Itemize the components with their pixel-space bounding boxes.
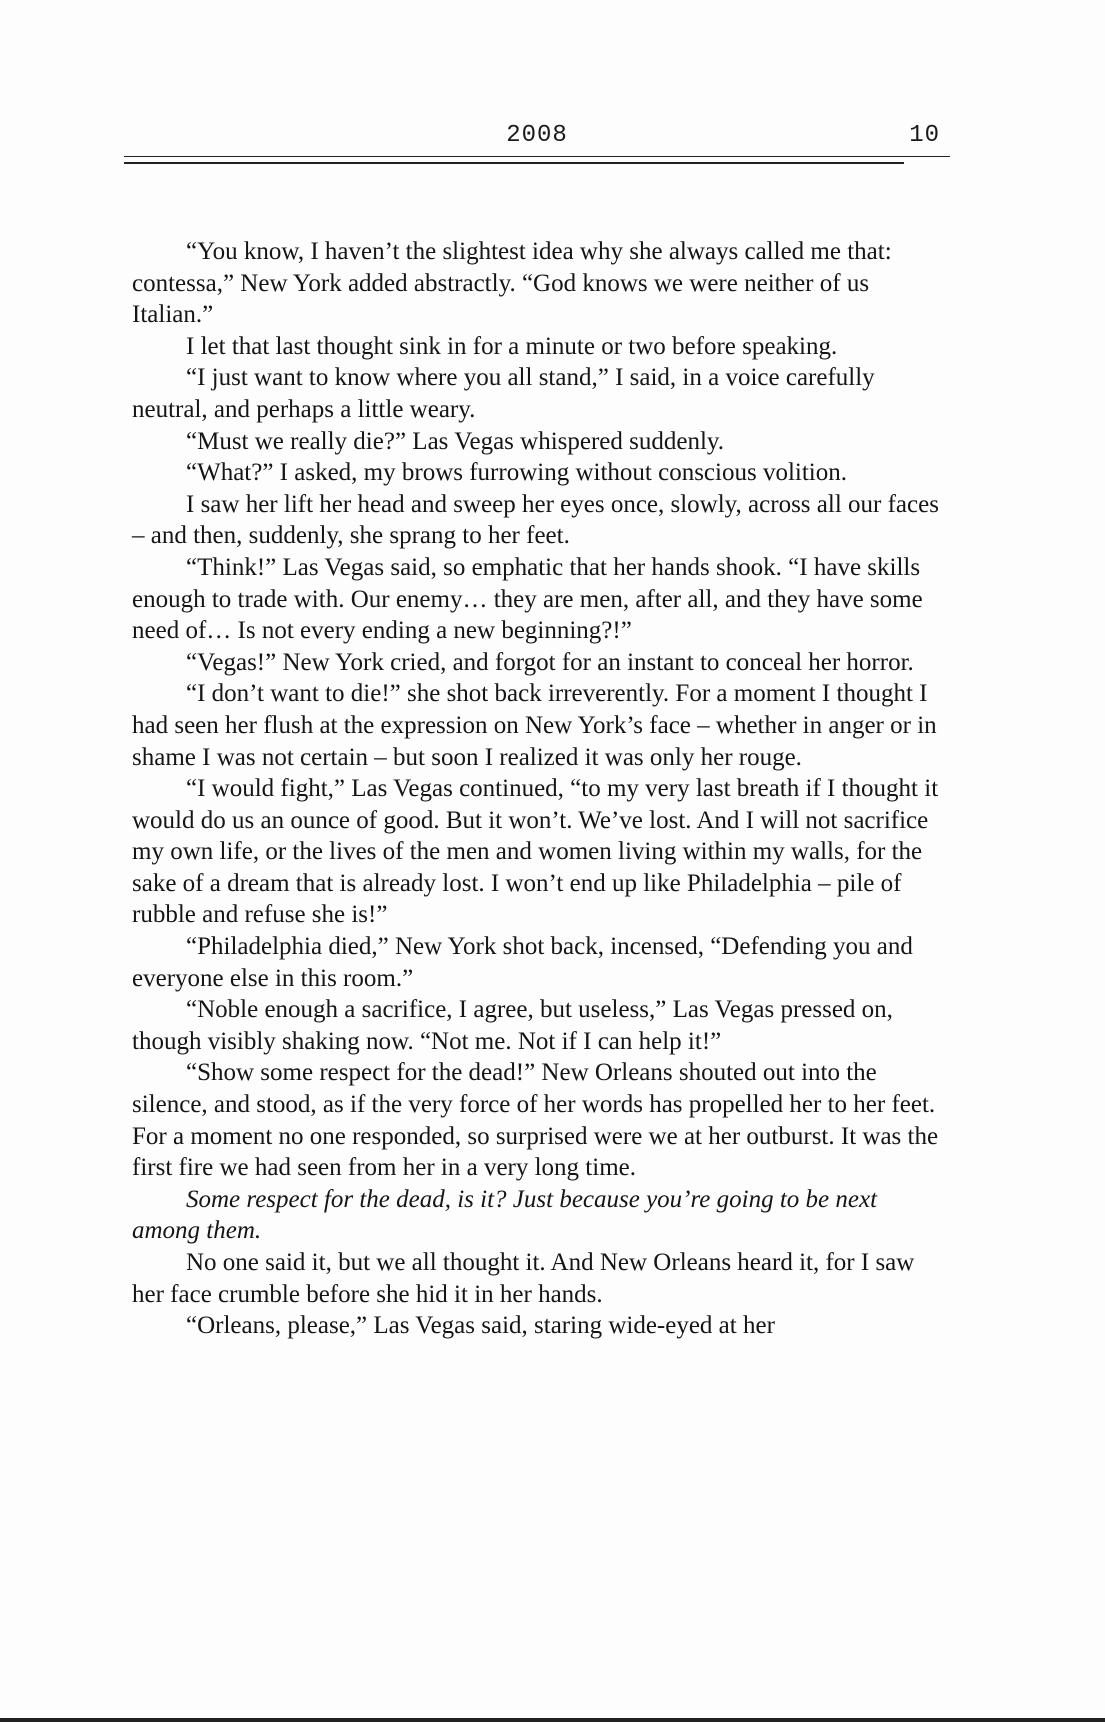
paragraph: “Think!” Las Vegas said, so emphatic that her hands shook. “I have skills enough to trade with. Our enemy… they are men, after all, and they have some need of… Is not every ending a new beginning?!” (132, 553, 923, 645)
header-rule-thick (124, 162, 904, 164)
header-rule-thin (124, 156, 950, 157)
body-text (132, 236, 950, 1342)
paragraph: I saw her lift her head and sweep her eyes once, slowly, across all our faces – and then, suddenly, she sprang to her feet. (132, 490, 939, 550)
paragraph: “You know, I haven’t the slightest idea why she always called me that: contessa,” New York added abstractly. “God knows we were neither of us Italian.” (132, 238, 892, 329)
paragraph: “Show some respect for the dead!” New Orleans shouted out into the silence, and stood, as if the very force of her words has propelled her to her feet. For a moment no one responded, so surprised were we at her outburst. It was the first fire we had seen from her in a very long time. (132, 1059, 939, 1182)
paragraph: “Vegas!” New York cried, and forgot for an instant to conceal her horror. (186, 648, 914, 676)
paragraph: “Philadelphia died,” New York shot back, incensed, “Defending you and everyone else in this room.” (132, 933, 913, 992)
page-number: 10 (909, 122, 940, 149)
paragraph: “What?” I asked, my brows furrowing without conscious volition. (186, 459, 847, 487)
paragraph: “Noble enough a sacrifice, I agree, but useless,” Las Vegas pressed on, though visibly shaking now. “Not me. Not if I can help it!” (132, 996, 893, 1055)
running-header-title: 2008 (506, 122, 568, 149)
paragraph: No one said it, but we all thought it. And New Orleans heard it, for I saw her face crumble before she hid it in her hands. (132, 1249, 915, 1308)
paragraph: “I don’t want to die!” she shot back irreverently. For a moment I thought I had seen her flush at the expression on New York’s face – whether in anger or in shame I was not certain – but soon I realized it was only her rouge. (132, 680, 937, 771)
paragraph: “Orleans, please,” Las Vegas said, staring wide-eyed at her (186, 1312, 775, 1340)
paragraph: “I would fight,” Las Vegas continued, “to my very last breath if I thought it would do us an ounce of good. But it won’t. We’ve lost. And I will not sacrifice my own life, or the lives of the men and women living within my walls, for the sake of a dream that is already lost. I won’t end up like Philadelphia – pile of rubble and refuse she is!” (132, 775, 939, 929)
running-header (124, 122, 950, 152)
paragraph: “Must we really die?” Las Vegas whispered suddenly. (186, 427, 725, 455)
paragraph: I let that last thought sink in for a minute or two before speaking. (186, 332, 838, 360)
italic-thought-paragraph: Some respect for the dead, is it? Just because you’re going to be next among them. (132, 1185, 878, 1245)
page-bottom-edge (0, 1718, 1105, 1722)
paragraph: “I just want to know where you all stand,” I said, in a voice carefully neutral, and perhaps a little weary. (132, 364, 875, 423)
